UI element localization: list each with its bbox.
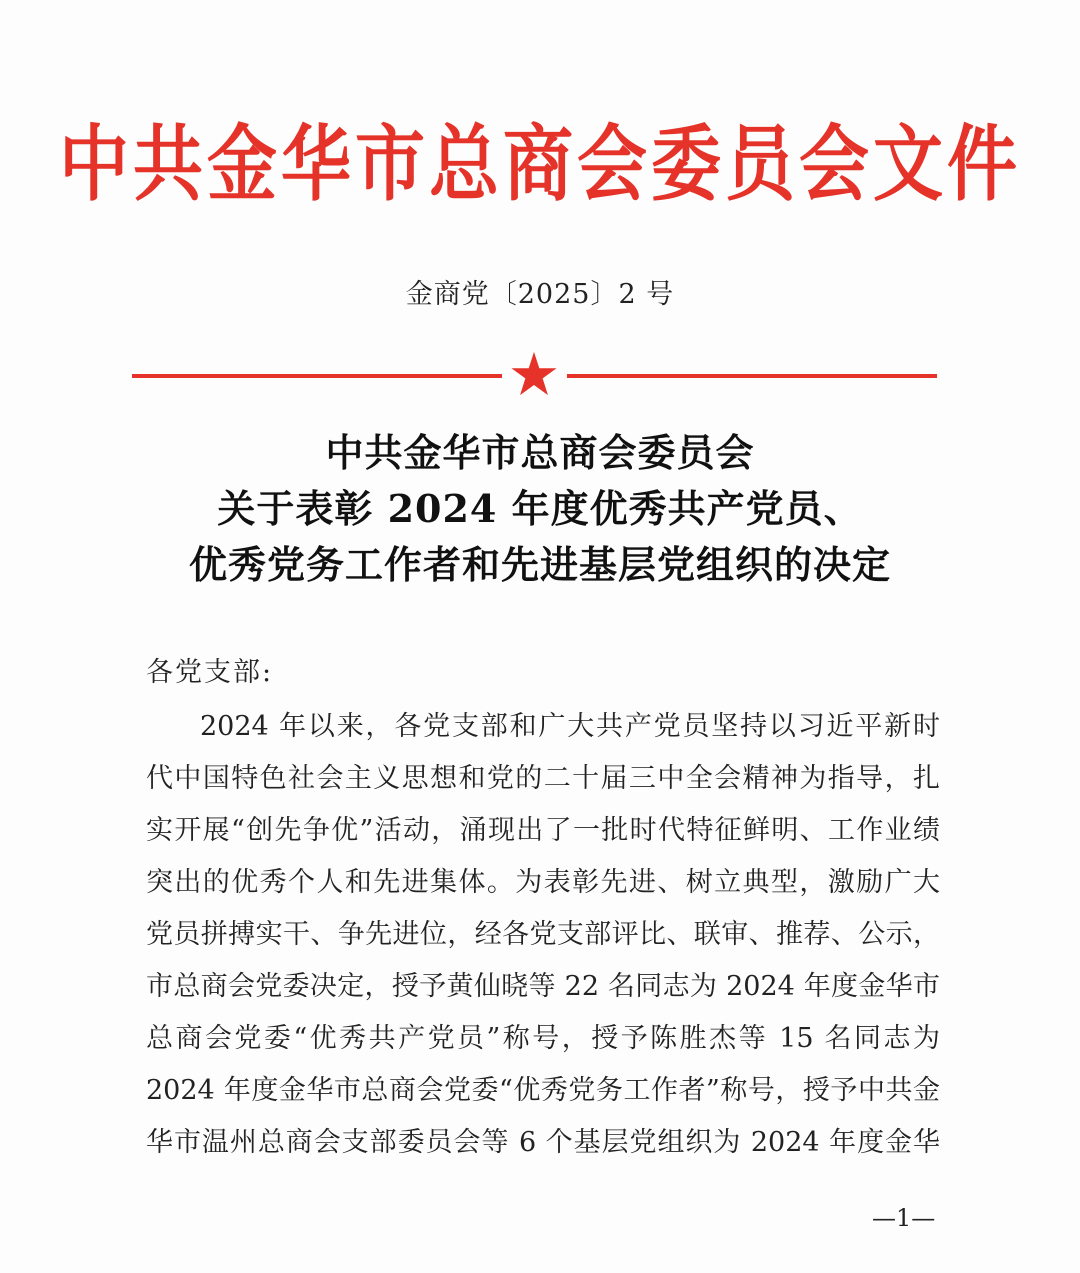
- document-title-line-3: 优秀党务工作者和先进基层党组织的决定: [188, 542, 891, 587]
- red-divider-left: [132, 374, 502, 378]
- body-line: 突出的优秀个人和先进集体。为表彰先进、树立典型，激励广大: [146, 867, 940, 898]
- body-line: 市总商会党委决定，授予黄仙晓等 22 名同志为 2024 年度金华市: [146, 971, 940, 1002]
- body-line: 2024 年以来，各党支部和广大共产党员坚持以习近平新时: [200, 711, 940, 742]
- star-icon: [510, 350, 558, 398]
- body-line: 党员拼搏实干、争先进位，经各党支部评比、联审、推荐、公示，: [146, 919, 940, 950]
- document-masthead: 中共金华市总商会委员会文件: [59, 115, 1021, 213]
- body-line: 实开展“创先争优”活动，涌现出了一批时代特征鲜明、工作业绩: [146, 815, 940, 846]
- body-line: 代中国特色社会主义思想和党的二十届三中全会精神为指导，扎: [146, 763, 940, 794]
- body-line: 2024 年度金华市总商会党委“优秀党务工作者”称号，授予中共金: [146, 1075, 940, 1106]
- page-number: —1—: [872, 1204, 936, 1232]
- body-line: 华市温州总商会支部委员会等 6 个基层党组织为 2024 年度金华: [146, 1127, 940, 1158]
- document-number: 金商党〔2025〕2 号: [405, 279, 675, 310]
- red-divider-right: [567, 374, 937, 378]
- salutation: 各党支部:: [146, 657, 274, 688]
- document-title-line-2: 关于表彰 2024 年度优秀共产党员、: [217, 486, 863, 531]
- document-title-line-1: 中共金华市总商会委员会: [325, 430, 755, 475]
- body-line: 总商会党委“优秀共产党员”称号，授予陈胜杰等 15 名同志为: [146, 1023, 940, 1054]
